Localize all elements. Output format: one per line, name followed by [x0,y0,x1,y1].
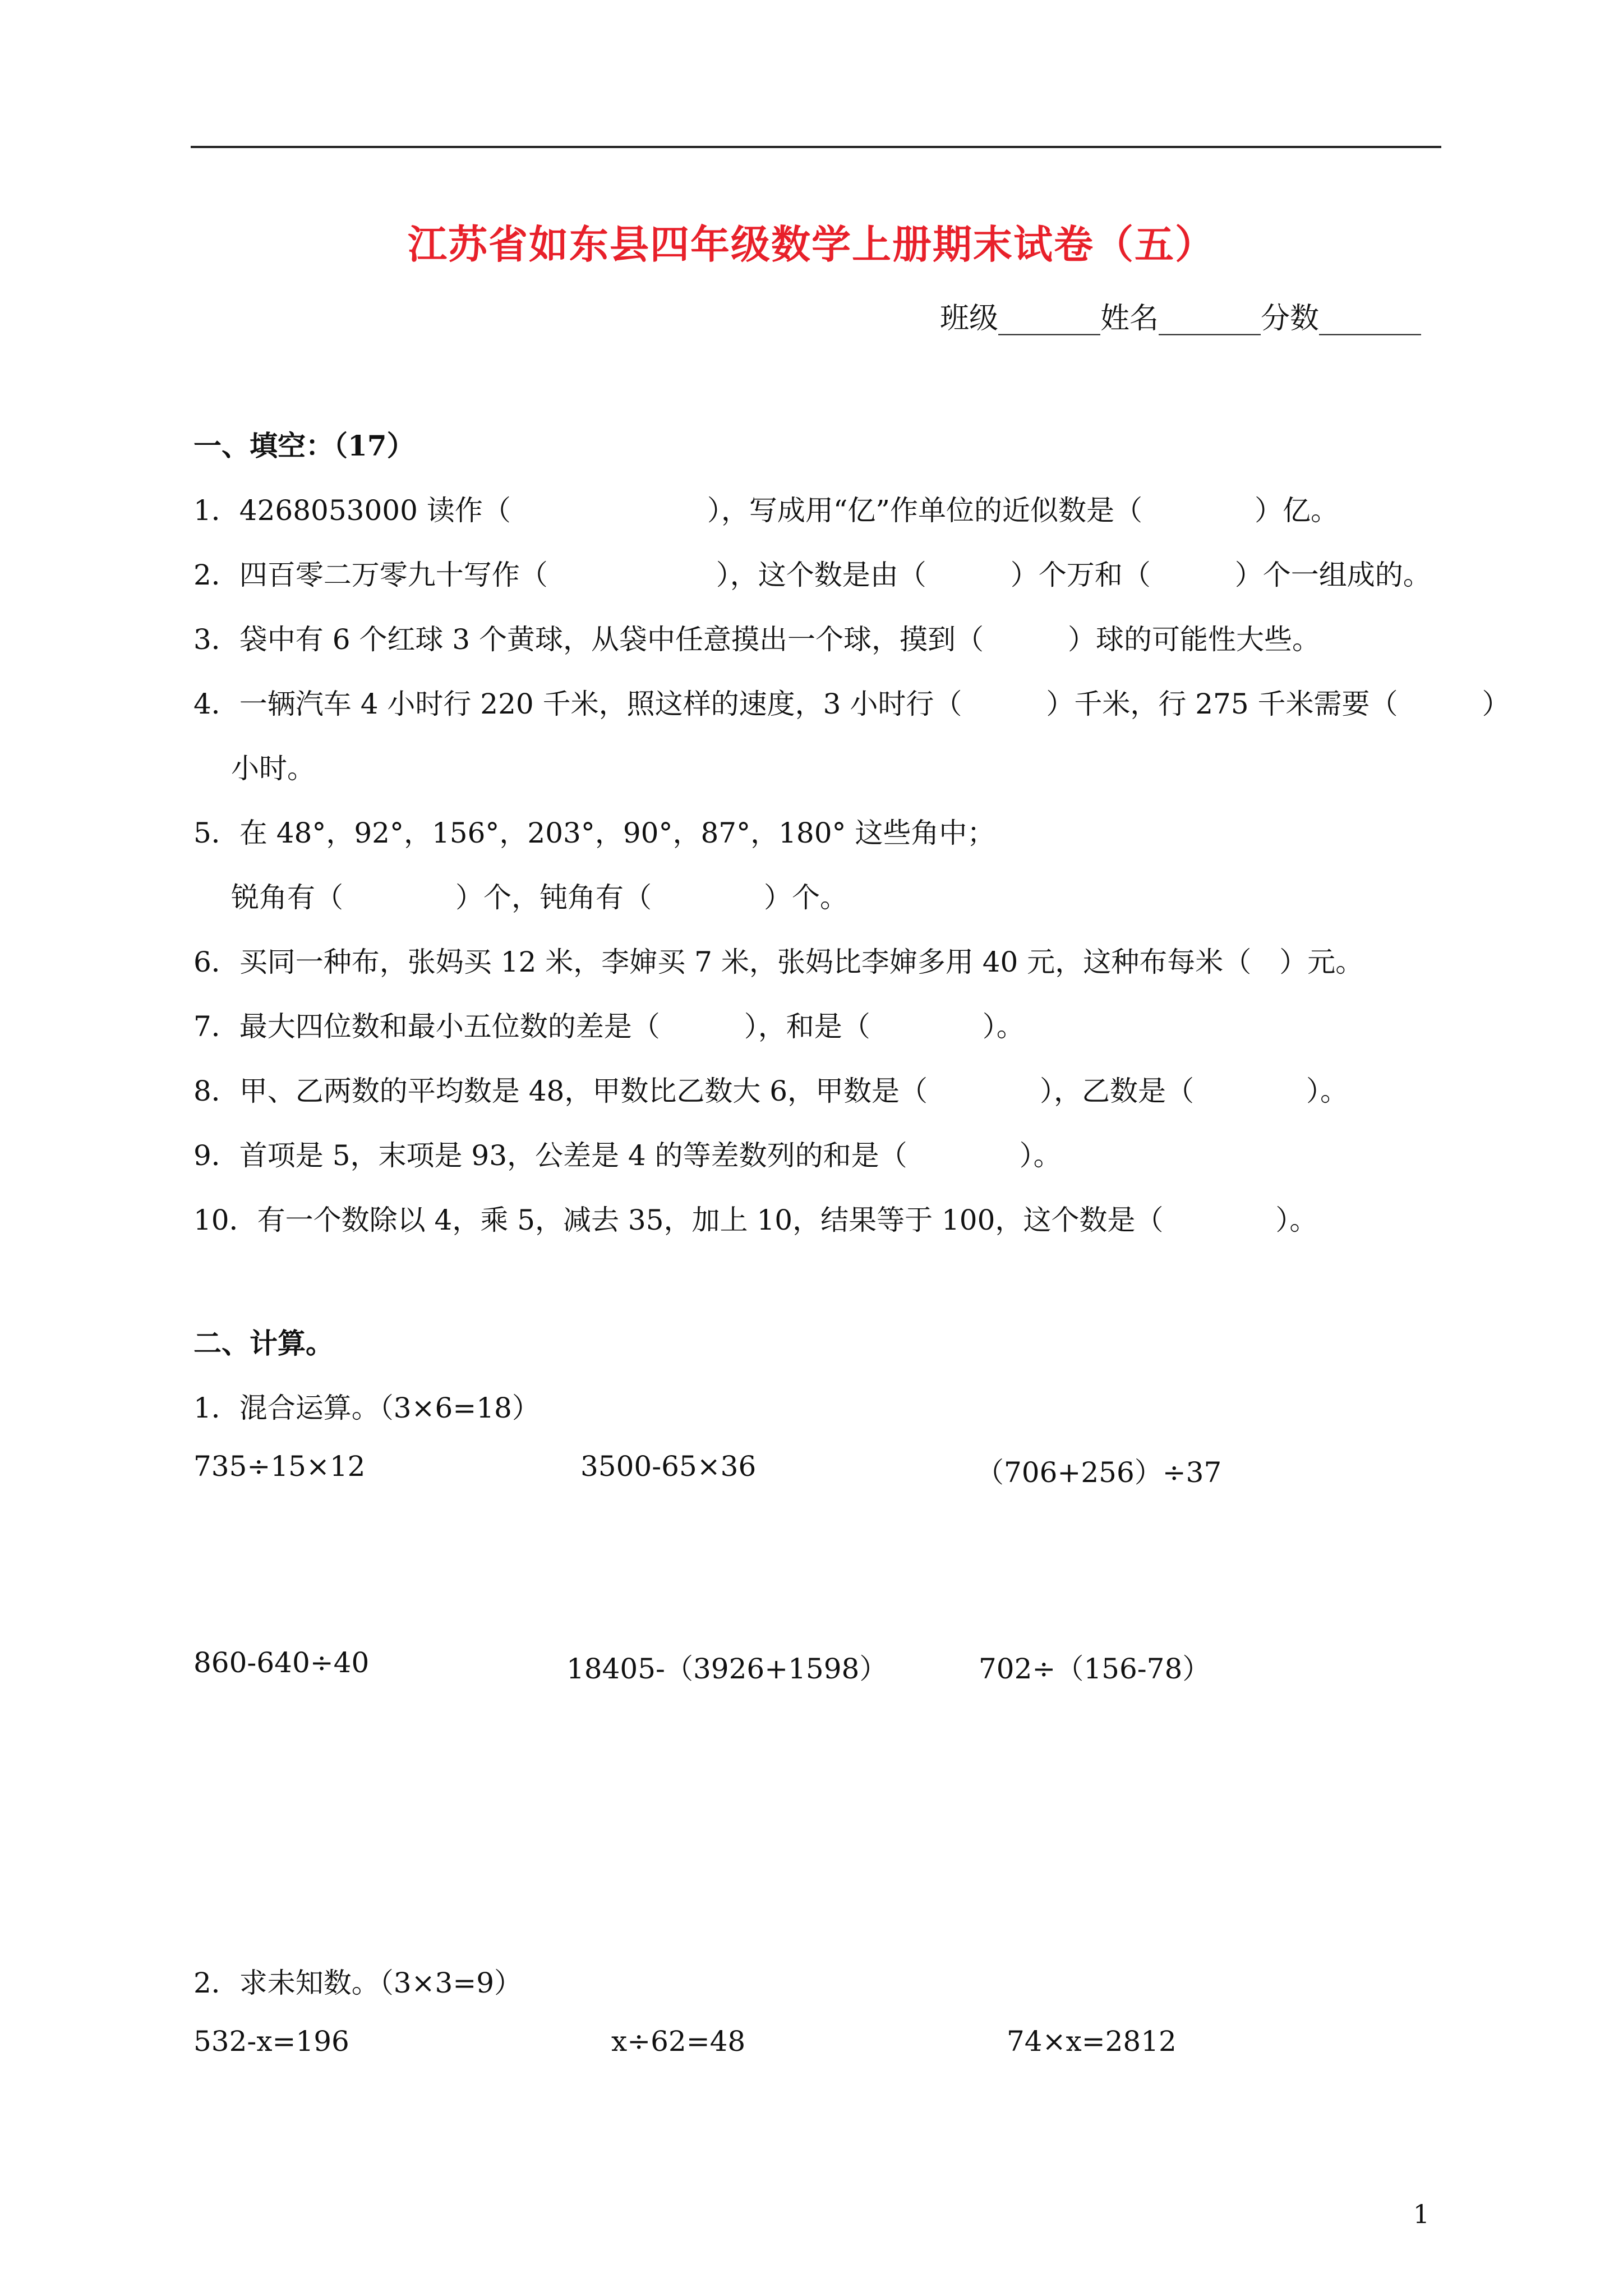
page-title: 江苏省如东县四年级数学上册期末试卷（五） [408,221,1215,268]
question-6: 6．买同一种布，张妈买 12 米，李婶买 7 米，张妈比李婶多用 40 元，这种布每米（ ）元。 [193,946,1364,978]
question-5: 5．在 48°，92°，156°，203°，90°，87°，180° 这些角中； [193,817,995,849]
question-9: 9．首项是 5，末项是 93，公差是 4 的等差数列的和是（ ）。 [193,1139,1062,1172]
expression: 3500-65×36 [580,1450,757,1483]
equation: x÷62=48 [611,2025,746,2058]
question-4: 4．一辆汽车 4 小时行 220 千米，照这样的速度，3 小时行（ ）千米，行 275 千米需要（ ） [193,688,1510,720]
expression: （706+256）÷37 [976,1456,1222,1489]
equation: 532-x=196 [193,2025,349,2058]
mixed-operations-label: 1．混合运算。（3×6=18） [193,1392,540,1424]
expression: 735÷15×12 [193,1450,366,1483]
question-10: 10．有一个数除以 4，乘 5，减去 35，加上 10，结果等于 100，这个数是（ ）。 [193,1204,1318,1236]
question-8: 8．甲、乙两数的平均数是 48，甲数比乙数大 6，甲数是（ ），乙数是（ ）。 [193,1075,1349,1107]
question-1: 1．4268053000 读作（ ），写成用“亿”作单位的近似数是（ ）亿。 [193,494,1339,527]
header-rule [191,146,1441,148]
student-info-line: 班级_______姓名_______分数_______ [939,302,1421,335]
section1-heading: 一、填空：（17） [193,429,415,462]
expression: 702÷（156-78） [979,1653,1211,1685]
question-3: 3．袋中有 6 个红球 3 个黄球，从袋中任意摸出一个球，摸到（ ）球的可能性大些。 [193,623,1321,656]
question-2: 2．四百零二万零九十写作（ ），这个数是由（ ）个万和（ ）个一组成的。 [193,559,1431,591]
expression: 18405-（3926+1598） [566,1653,888,1685]
question-7: 7．最大四位数和最小五位数的差是（ ），和是（ ）。 [193,1010,1025,1043]
find-unknown-label: 2．求未知数。（3×3=9） [193,1967,523,1999]
question-5-continued: 锐角有（ ）个，钝角有（ ）个。 [231,881,848,914]
equation: 74×x=2812 [1007,2025,1177,2058]
question-4-continued: 小时。 [231,752,315,785]
expression: 860-640÷40 [193,1646,370,1679]
page-number: 1 [1413,2199,1430,2229]
section2-heading: 二、计算。 [193,1327,334,1360]
